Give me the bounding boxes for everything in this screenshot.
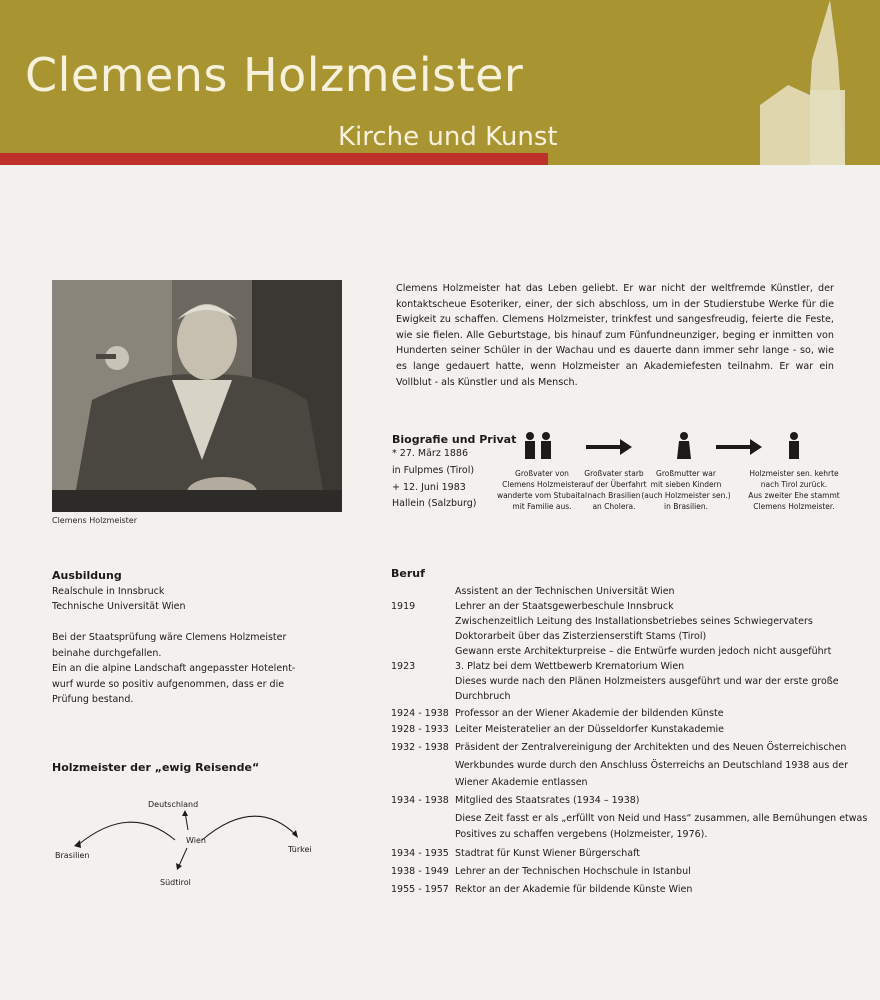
beruf-year: 1924 - 1938 <box>391 708 449 719</box>
bio-line: + 12. Juni 1983 <box>392 482 466 493</box>
arrow-to-brasilien <box>78 822 175 845</box>
beruf-entry: Mitglied des Staatsrates (1934 – 1938) <box>455 795 640 806</box>
beruf-year: 1919 <box>391 601 416 612</box>
ausbildung-para-line: Bei der Staatsprüfung wäre Clemens Holzmeister <box>52 632 287 643</box>
intro-text: Clemens Holzmeister hat das Leben geliebt. Er war nicht der weltfremde Künstler, der kontaktscheue Esoteriker, einer, der sich abschloss, um in der Studierstube Werke für die Ewigkeit zu schaffen. Clemens Holzmeister, trinkfest und sangesfreudig, feierte die Feste, wie sie fielen. Alle Geburtstage, bis hinauf zum Fünfundneunziger, beging er inmitten von Hunderten seiner Schüler in der Wachau und es dauerte dann immer sehr lange - so, wie es lange gedauert hatte, wenn Holzmeister an Akademiefesten teilnahm. Er war ein Vollblut - als Künstler und als Mensch. <box>396 283 834 388</box>
accent-stripe <box>0 153 548 165</box>
ausbildung-para-line: beinahe durchgefallen. <box>52 648 162 659</box>
ausbildung-line: Realschule in Innsbruck <box>52 586 165 597</box>
arrow-right-icon <box>716 439 762 455</box>
reisende-heading: Holzmeister der „ewig Reisende“ <box>52 761 260 774</box>
header-banner <box>0 0 880 165</box>
bio-step-caption: Großmutter war mit sieben Kindern (auch Holzmeister sen.) in Brasilien. <box>641 469 731 511</box>
beruf-entry: Lehrer an der Staatsgewerbeschule Innsbruck <box>455 601 674 612</box>
bio-line: Hallein (Salzburg) <box>392 498 477 509</box>
beruf-entry: Doktorarbeit über das Zisterzienserstift Stams (Tirol) <box>455 631 707 642</box>
ausbildung-heading: Ausbildung <box>52 569 122 582</box>
two-people-icon <box>525 432 551 459</box>
beruf-heading: Beruf <box>391 567 425 580</box>
beruf-entry: Positives zu schaffen vergebens (Holzmeister, 1976). <box>455 829 708 840</box>
page-subtitle: Kirche und Kunst <box>338 122 558 152</box>
beruf-entry: Gewann erste Architekturpreise – die Entwürfe wurden jedoch nicht ausgeführt <box>455 646 832 657</box>
photo-caption: Clemens Holzmeister <box>52 516 138 525</box>
beruf-year: 1934 - 1935 <box>391 848 449 859</box>
beruf-entry: Werkbundes wurde durch den Anschluss Österreichs an Deutschland 1938 aus der <box>455 760 849 771</box>
beruf-year: 1934 - 1938 <box>391 795 449 806</box>
beruf-entry: Diese Zeit fasst er als „erfüllt von Neid und Hass“ zusammen, alle Bemühungen etwas <box>455 813 868 824</box>
ausbildung-para-line: wurf wurde so positiv aufgenommen, dass er die <box>52 679 285 690</box>
bio-step-caption: Holzmeister sen. kehrte nach Tirol zurück. Aus zweiter Ehe stammt Clemens Holzmeister. <box>748 469 840 511</box>
place-label: Deutschland <box>148 800 199 809</box>
beruf-entry: Wiener Akademie entlassen <box>455 777 588 788</box>
place-label: Brasilien <box>55 851 90 860</box>
ausbildung-para-line: Prüfung bestand. <box>52 694 134 705</box>
beruf-entry: Leiter Meisteratelier an der Düsseldorfer Kunstakademie <box>455 724 724 735</box>
beruf-entry: Rektor an der Akademie für bildende Künste Wien <box>455 884 693 895</box>
beruf-entry: 3. Platz bei dem Wettbewerb Krematorium Wien <box>455 661 685 672</box>
bio-step-caption: Großvater starb auf der Überfahrt nach Brasilien an Cholera. <box>581 469 647 511</box>
person-icon <box>789 432 799 459</box>
beruf-entry: Assistent an der Technischen Universität Wien <box>455 586 675 597</box>
beruf-entry: Dieses wurde nach den Plänen Holzmeisters ausgeführt und war der erste große <box>455 676 839 687</box>
beruf-entry: Zwischenzeitlich Leitung des Installationsbetriebes seines Schwiegervaters <box>455 616 813 627</box>
arrow-to-tuerkei <box>202 816 296 840</box>
beruf-year: 1932 - 1938 <box>391 742 449 753</box>
place-label: Südtirol <box>160 878 191 887</box>
beruf-entry: Professor an der Wiener Akademie der bildenden Künste <box>455 708 724 719</box>
beruf-year: 1955 - 1957 <box>391 884 449 895</box>
ausbildung-para-line: Ein an die alpine Landschaft angepasster Hotelent- <box>52 663 296 674</box>
beruf-entry: Präsident der Zentralvereinigung der Architekten und des Neuen Österreichischen <box>455 742 847 753</box>
bio-heading: Biografie und Privat <box>392 433 517 446</box>
portrait-photo <box>52 280 342 512</box>
bio-line: * 27. März 1886 <box>392 448 469 459</box>
beruf-year: 1923 <box>391 661 416 672</box>
page-title: Clemens Holzmeister <box>25 48 524 102</box>
ausbildung-line: Technische Universität Wien <box>52 601 186 612</box>
beruf-year: 1938 - 1949 <box>391 866 449 877</box>
beruf-entry: Lehrer an der Technischen Hochschule in Istanbul <box>455 866 691 877</box>
arrow-right-icon <box>586 439 632 455</box>
family-timeline-icons <box>520 430 820 466</box>
church-silhouette-icon <box>750 0 880 165</box>
beruf-entry: Durchbruch <box>455 691 511 702</box>
beruf-entry: Stadtrat für Kunst Wiener Bürgerschaft <box>455 848 641 859</box>
place-label: Wien <box>186 836 206 845</box>
place-label: Türkei <box>288 845 312 854</box>
person-icon <box>677 432 691 459</box>
bio-step-caption: Großvater von Clemens Holzmeister wanderte vom Stubaital mit Familie aus. <box>496 469 588 511</box>
bio-line: in Fulpmes (Tirol) <box>392 465 475 476</box>
beruf-year: 1928 - 1933 <box>391 724 449 735</box>
